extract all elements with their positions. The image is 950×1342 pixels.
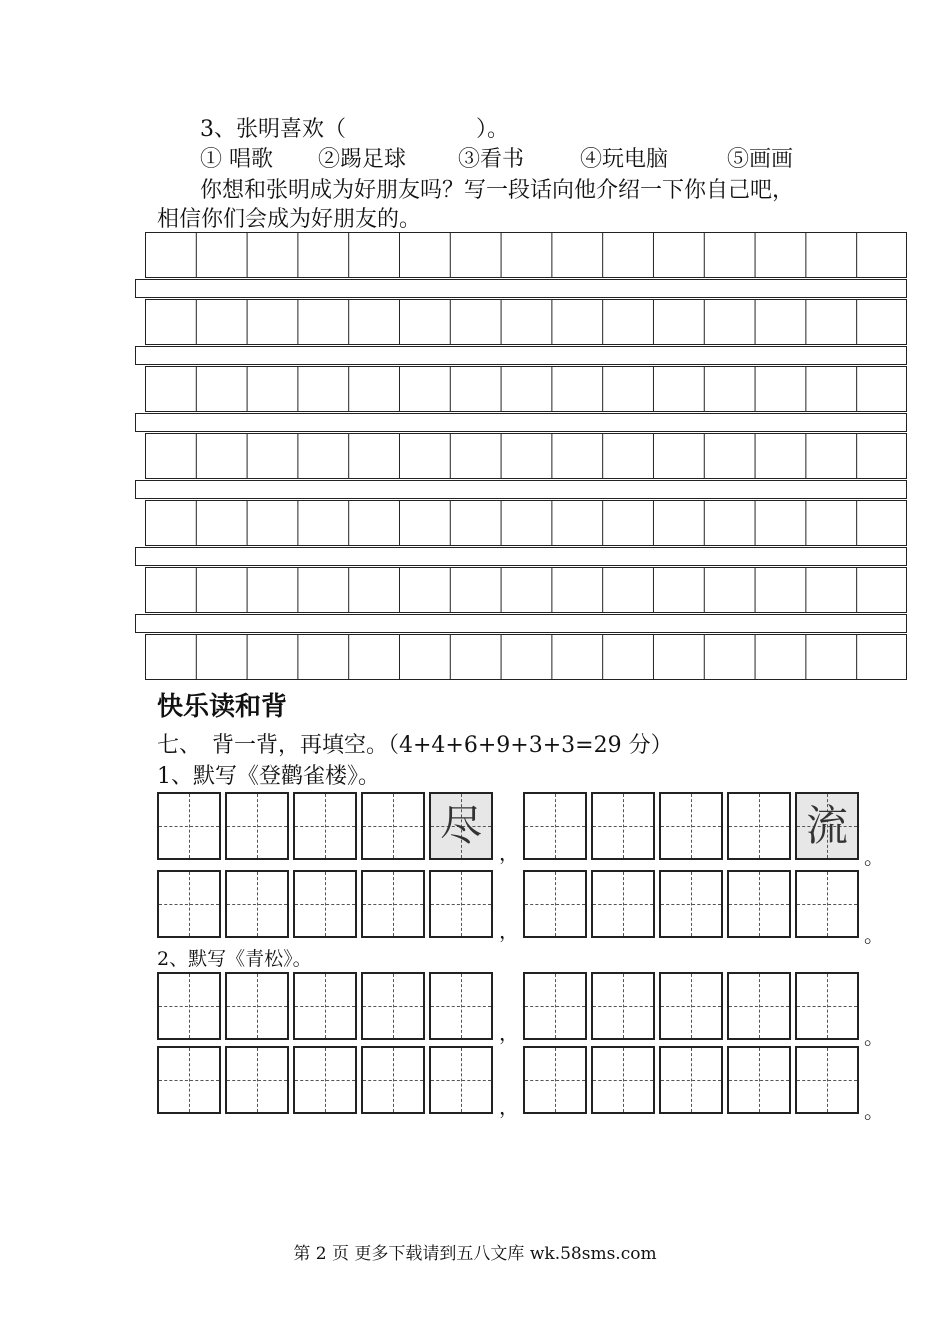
character-box[interactable] [727, 972, 791, 1040]
character-box-given [795, 792, 859, 860]
option-2: ②踢足球 [318, 147, 407, 172]
character-box[interactable] [591, 870, 655, 938]
character-box[interactable] [361, 972, 425, 1040]
character-box[interactable] [361, 870, 425, 938]
character-box[interactable] [361, 1046, 425, 1114]
character-box-given [429, 792, 493, 860]
character-box[interactable] [429, 972, 493, 1040]
comma: ， [499, 841, 519, 865]
character-box[interactable] [293, 792, 357, 860]
character-box[interactable] [659, 870, 723, 938]
character-box[interactable] [225, 792, 289, 860]
option-3: ③看书 [458, 147, 525, 172]
item-1-label: 1、默写《登鹳雀楼》。 [157, 764, 380, 789]
grid-spacer [135, 480, 907, 499]
period: 。 [864, 845, 884, 869]
period: 。 [864, 923, 884, 947]
character-box[interactable] [727, 870, 791, 938]
section-title: 快乐读和背 [157, 692, 288, 722]
grid-spacer [135, 346, 907, 365]
grid-row[interactable] [145, 567, 907, 613]
grid-spacer [135, 413, 907, 432]
character-box[interactable] [157, 792, 221, 860]
writing-prompt-line-1: 你想和张明成为好朋友吗？写一段话向他介绍一下你自己吧， [200, 178, 795, 203]
grid-row[interactable] [145, 366, 907, 412]
item-2-label: 2、默写《青松》。 [157, 948, 312, 970]
comma: ， [499, 1021, 519, 1045]
character-box[interactable] [523, 1046, 587, 1114]
character-box[interactable] [727, 1046, 791, 1114]
given-character: 尽 [439, 801, 482, 850]
comma: ， [499, 919, 519, 943]
grid-spacer [135, 547, 907, 566]
grid-row[interactable] [145, 634, 907, 680]
grid-row[interactable] [145, 232, 907, 278]
character-box[interactable] [293, 1046, 357, 1114]
character-box[interactable] [429, 1046, 493, 1114]
character-box[interactable] [523, 972, 587, 1040]
grid-row[interactable] [145, 500, 907, 546]
character-box[interactable] [225, 972, 289, 1040]
question-3 [200, 117, 509, 143]
character-box[interactable] [225, 870, 289, 938]
character-box[interactable] [157, 870, 221, 938]
character-box[interactable] [591, 792, 655, 860]
question-3-prompt: 3、张明喜欢（ [200, 117, 346, 142]
character-box[interactable] [523, 792, 587, 860]
period: 。 [864, 1025, 884, 1049]
character-box[interactable] [795, 870, 859, 938]
option-1: ① 唱歌 [200, 147, 273, 172]
character-box[interactable] [659, 972, 723, 1040]
comma: ， [499, 1095, 519, 1119]
question-3-close: ）。 [476, 117, 510, 142]
character-box[interactable] [429, 870, 493, 938]
character-box[interactable] [795, 1046, 859, 1114]
character-box[interactable] [659, 792, 723, 860]
character-box[interactable] [157, 1046, 221, 1114]
option-4: ④玩电脑 [580, 147, 669, 172]
grid-row[interactable] [145, 433, 907, 479]
option-5: ⑤画画 [727, 147, 794, 172]
given-character: 流 [805, 801, 848, 850]
writing-prompt-line-2: 相信你们会成为好朋友的。 [157, 207, 422, 232]
character-box[interactable] [591, 1046, 655, 1114]
character-box[interactable] [795, 972, 859, 1040]
grid-spacer [135, 614, 907, 633]
character-box[interactable] [157, 972, 221, 1040]
character-box[interactable] [523, 870, 587, 938]
character-box[interactable] [659, 1046, 723, 1114]
grid-row[interactable] [145, 299, 907, 345]
character-box[interactable] [293, 870, 357, 938]
character-box[interactable] [361, 792, 425, 860]
grid-spacer [135, 279, 907, 298]
character-box[interactable] [293, 972, 357, 1040]
character-box[interactable] [591, 972, 655, 1040]
period: 。 [864, 1099, 884, 1123]
character-box[interactable] [727, 792, 791, 860]
question-7: 七、 背一背，再填空。（4+4+6+9+3+3=29 分） [157, 733, 673, 758]
page-footer: 第 2 页 更多下载请到五八文库 wk.58sms.com [293, 1244, 657, 1264]
character-box[interactable] [225, 1046, 289, 1114]
